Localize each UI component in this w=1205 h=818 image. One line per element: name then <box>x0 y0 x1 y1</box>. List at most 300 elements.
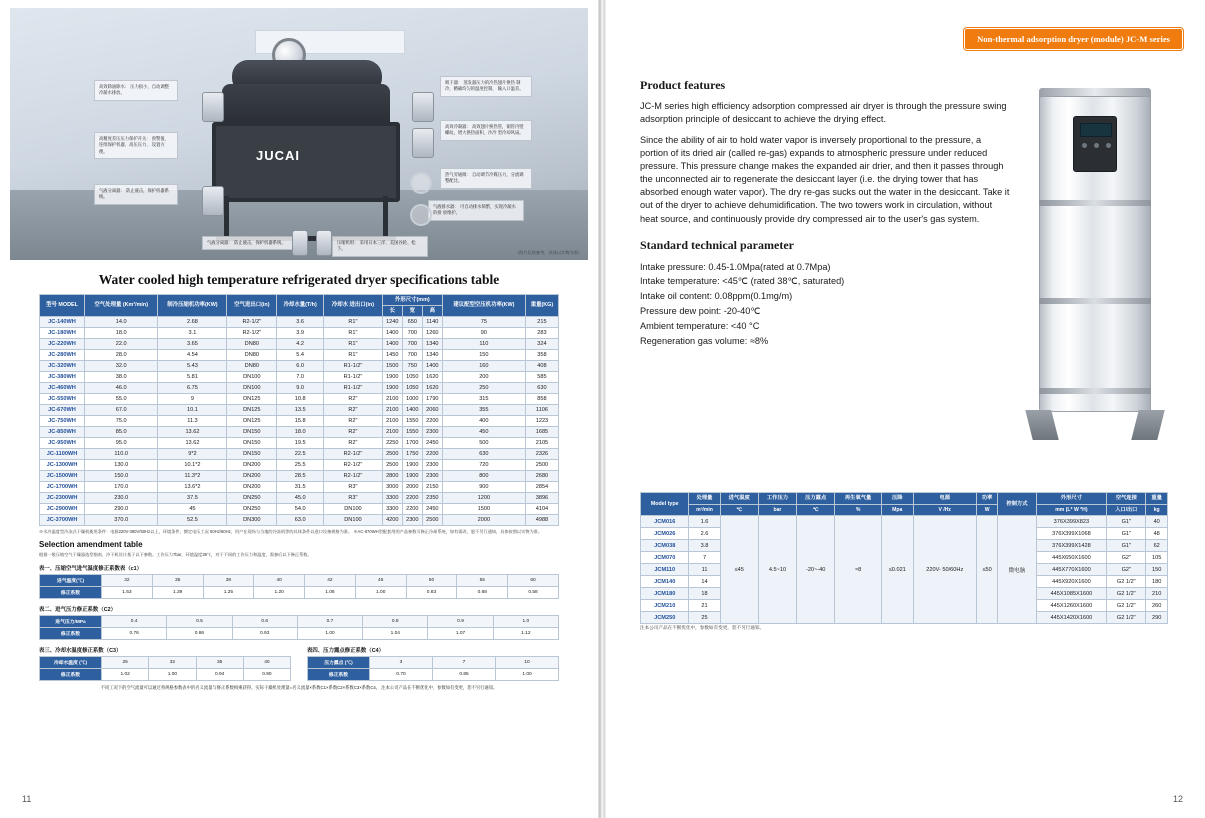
spec-cell: 290.0 <box>85 504 158 515</box>
spec-cell: 1000 <box>402 394 422 405</box>
spec-cell: DN200 <box>227 482 277 493</box>
hero-note: （图片仅供参考，具体以实物为准） <box>514 250 582 255</box>
product-foot-right <box>1131 410 1164 440</box>
dryer-machine-illustration <box>206 36 406 212</box>
t2-x-0: 0.4 <box>102 616 167 628</box>
spec-cell: 2300 <box>422 471 442 482</box>
spec-cell: 2200 <box>402 493 422 504</box>
t4-x-2: 10 <box>496 657 559 669</box>
t1-y-4: 1.06 <box>305 587 356 599</box>
spec-cell: R2" <box>324 427 383 438</box>
spec-cell: 46.0 <box>85 383 158 394</box>
jcm-th-10: 外形尺寸 <box>1036 493 1107 505</box>
table-row <box>40 628 559 640</box>
spec-model: JC-280WH <box>40 350 85 361</box>
table-row <box>40 575 559 587</box>
spec-cell: 4200 <box>382 515 402 526</box>
jcm-dimensions: 376X399X1428 <box>1036 540 1107 552</box>
spec-cell: 4.2 <box>277 339 324 350</box>
jcm-work-pressure: 4.5~10 <box>758 516 796 624</box>
t2-x-1: 0.5 <box>167 616 232 628</box>
jcm-th-0: Model type <box>641 493 689 516</box>
spec-cell: 4104 <box>525 504 558 515</box>
spec-cell: 2100 <box>382 416 402 427</box>
t4-row1-label: 压力露点 (℃) <box>308 657 370 669</box>
spec-cell: 450 <box>442 427 525 438</box>
table1-title: 表一、压缩空气进气温度修正系数表（c1） <box>39 566 143 573</box>
spec-cell: 19.5 <box>277 438 324 449</box>
t2-y-0: 0.76 <box>102 628 167 640</box>
jcm-capacity: 2.6 <box>689 528 720 540</box>
spec-cell: R2" <box>324 405 383 416</box>
jcm-th-sub-6: Mpa <box>881 505 913 516</box>
spec-cell: 2200 <box>402 504 422 515</box>
table-row <box>40 394 559 405</box>
hero-image <box>10 8 588 260</box>
jcm-control-mode: 微电脑 <box>998 516 1036 624</box>
fan-icon <box>410 172 432 194</box>
callout-7: 热气旁通阀： 自动调节冷媒压力，分流调整配比。 <box>440 168 532 189</box>
spec-cell: 5.43 <box>158 361 227 372</box>
t1-x-4: 42 <box>305 575 356 587</box>
spec-cell: DN80 <box>227 350 277 361</box>
t4-y-2: 1.00 <box>496 669 559 681</box>
table-row <box>40 361 559 372</box>
spec-cell: 11.3*2 <box>158 471 227 482</box>
jcm-dew-point: -20~-40 <box>797 516 835 624</box>
spec-cell: 858 <box>525 394 558 405</box>
spec-cell: 2000 <box>442 515 525 526</box>
spec-cell: 5.81 <box>158 372 227 383</box>
spec-cell: 700 <box>402 350 422 361</box>
control-panel <box>1073 116 1117 172</box>
spec-cell: 700 <box>402 328 422 339</box>
spec-cell: 1900 <box>382 383 402 394</box>
jcm-th-sub-10: mm (L* W *H) <box>1036 505 1107 516</box>
spec-cell: DN100 <box>227 372 277 383</box>
t2-row2-label: 修正系数 <box>40 628 102 640</box>
table-row <box>40 328 559 339</box>
spec-model: JC-670WH <box>40 405 85 416</box>
spec-cell: 22.0 <box>85 339 158 350</box>
product-band-1 <box>1039 200 1151 206</box>
spec-cell: DN200 <box>227 471 277 482</box>
table-row <box>40 657 291 669</box>
spec-cell: 14.0 <box>85 317 158 328</box>
spec-cell: DN80 <box>227 361 277 372</box>
t3-y-1: 1.00 <box>149 669 196 681</box>
jcm-model: JCM210 <box>641 600 689 612</box>
jcm-model: JCM038 <box>641 540 689 552</box>
t2-y-5: 1.07 <box>428 628 493 640</box>
table-row <box>40 669 291 681</box>
jcm-note: 注本公司产品在不断优化中，参数如有变更，恕不另行通知。 <box>640 625 765 630</box>
spec-cell: 1400 <box>382 328 402 339</box>
spec-cell: DN150 <box>227 427 277 438</box>
callout-2: 高精度差压压力保护开关： 预警值、连续保护机器、高压压力、 设置方便。 <box>94 132 178 159</box>
spec-cell: 6.75 <box>158 383 227 394</box>
spec-cell: 3000 <box>382 482 402 493</box>
spec-cell: 3.9 <box>277 328 324 339</box>
component-icon-5 <box>292 230 308 256</box>
jcm-weight: 150 <box>1146 564 1168 576</box>
t1-row2-label: 修正系数 <box>40 587 102 599</box>
selection-title: Selection amendment table <box>39 540 143 550</box>
spread-gutter <box>598 0 606 818</box>
table-header-row <box>641 493 1168 505</box>
jcm-air-connection: G1" <box>1107 516 1146 528</box>
spec-model: JC-220WH <box>40 339 85 350</box>
intake-pressure-coefficient-table <box>39 615 559 640</box>
t2-x-6: 1.0 <box>493 616 558 628</box>
t1-row1-label: 进气温度(℃) <box>40 575 102 587</box>
t2-y-4: 1.04 <box>363 628 428 640</box>
callout-1: 高效除油除水： 压力损小、自动调整冷凝水排放。 <box>94 80 178 101</box>
jcm-capacity: 7 <box>689 552 720 564</box>
jcm-th-sub-11: 入口/出口 <box>1107 505 1146 516</box>
spec-cell: 15.8 <box>277 416 324 427</box>
jcm-weight: 290 <box>1146 612 1168 624</box>
jcm-weight: 180 <box>1146 576 1168 588</box>
jcm-dimensions: 445X1420X1600 <box>1036 612 1107 624</box>
spec-model: JC-950WH <box>40 438 85 449</box>
t2-x-3: 0.7 <box>297 616 362 628</box>
spec-cell: 2680 <box>525 471 558 482</box>
spec-cell: 3300 <box>382 504 402 515</box>
spec-cell: 1140 <box>422 317 442 328</box>
spec-cell: 150.0 <box>85 471 158 482</box>
spec-cell: 160 <box>442 361 525 372</box>
product-photo <box>1025 88 1165 448</box>
spec-cell: 3.1 <box>158 328 227 339</box>
spec-cell: 110 <box>442 339 525 350</box>
spec-cell: 2060 <box>422 405 442 416</box>
spec-model: JC-550WH <box>40 394 85 405</box>
component-icon-6 <box>316 230 332 256</box>
spec-cell: 324 <box>525 339 558 350</box>
spec-cell: 1450 <box>382 350 402 361</box>
spec-cell: R1-1/2" <box>324 361 383 372</box>
spec-cell: 13.62 <box>158 438 227 449</box>
control-knob-icon <box>1082 143 1087 148</box>
jcm-th-3: 工作压力 <box>758 493 796 505</box>
spec-model: JC-2900WH <box>40 504 85 515</box>
spec-cell: 90 <box>442 328 525 339</box>
spec-cell: 1400 <box>402 405 422 416</box>
table-row <box>40 317 559 328</box>
spec-cell: 720 <box>442 460 525 471</box>
spec-cell: 170.0 <box>85 482 158 493</box>
intake-temp-coefficient-table <box>39 574 559 599</box>
control-led-icon <box>1106 143 1111 148</box>
t4-x-0: 3 <box>370 657 433 669</box>
jcm-air-connection: G2 1/2" <box>1107 588 1146 600</box>
table-row <box>40 372 559 383</box>
spec-cell: DN250 <box>227 493 277 504</box>
spec-cell: 2350 <box>422 493 442 504</box>
standard-parameter-heading: Standard technical parameter <box>640 237 794 252</box>
spec-cell: 1050 <box>402 383 422 394</box>
table2-title: 表二、进气压力修正系数（C2） <box>39 607 116 614</box>
spec-cell: DN200 <box>227 460 277 471</box>
t3-row2-label: 修正系数 <box>40 669 102 681</box>
spec-cell: 45 <box>158 504 227 515</box>
t3-y-0: 1.02 <box>102 669 149 681</box>
jcm-th-1: 处理量 <box>689 493 720 505</box>
spec-cell: 45.0 <box>277 493 324 504</box>
t3-x-3: 40 <box>243 657 290 669</box>
t4-y-0: 0.70 <box>370 669 433 681</box>
spec-cell: 1685 <box>525 427 558 438</box>
spec-cell: 3896 <box>525 493 558 504</box>
series-ribbon-badge: Non-thermal adsorption dryer (module) JC-M series <box>964 28 1183 50</box>
jcm-air-connection: G2" <box>1107 552 1146 564</box>
jcm-air-connection: G1" <box>1107 528 1146 540</box>
jcm-th-sub-5: % <box>835 505 882 516</box>
table-row <box>40 416 559 427</box>
spec-model: JC-3700WH <box>40 515 85 526</box>
t1-y-2: 1.25 <box>203 587 254 599</box>
spec-cell: 18.0 <box>277 427 324 438</box>
t3-y-2: 0.94 <box>196 669 243 681</box>
spec-cell: 1900 <box>382 372 402 383</box>
t1-y-6: 0.83 <box>406 587 457 599</box>
t4-x-1: 7 <box>433 657 496 669</box>
spec-model: JC-1100WH <box>40 449 85 460</box>
table-row <box>40 515 559 526</box>
spec-cell: DN125 <box>227 394 277 405</box>
spec-model: JC-140WH <box>40 317 85 328</box>
jcm-model: JCM070 <box>641 552 689 564</box>
jcm-capacity: 25 <box>689 612 720 624</box>
spec-model: JC-460WH <box>40 383 85 394</box>
table-row <box>40 339 559 350</box>
jcm-dimensions: 376X399X1068 <box>1036 528 1107 540</box>
spec-cell: 13.62 <box>158 427 227 438</box>
product-band-3 <box>1039 388 1151 394</box>
spec-cell: 215 <box>525 317 558 328</box>
callout-4: 气液分离器： 防止液击，保护机器系统。 <box>202 236 302 250</box>
t2-row1-label: 进气压力/MPa <box>40 616 102 628</box>
callout-6: 高效冷凝器： 高效翅片换热管，铜管内壁 螺纹，增大换热面积，沙冷 型冷却风扇。 <box>440 120 532 141</box>
spec-cell: 9*2 <box>158 449 227 460</box>
spec-cell: 55.0 <box>85 394 158 405</box>
feature-paragraph-2: Since the ability of air to hold water vapor is inversely proportional to the pressure, a portion of its dried air (called re-gas) expands to atmospheric pressure under reduced pressure. This pressure change makes the expanded air drier, and then it passes through the unconnected air to regenerate the desiccant layer (i.e. the drying tower that has absorbed enough water vapor). The dry re-gas sucks out the water in the desiccant. Take it out of the dryer to achieve dehumidification. The two towers work in circulation, without heat source, and continuously provide dry compressed air to the user's gas system. <box>640 135 1010 224</box>
spec-cell: 1050 <box>402 372 422 383</box>
control-display-icon <box>1080 123 1112 137</box>
spec-cell: 2326 <box>525 449 558 460</box>
spec-cell: R1-1/2" <box>324 383 383 394</box>
th-compressor: 建议配型空压机功率(KW) <box>442 295 525 317</box>
t1-x-2: 38 <box>203 575 254 587</box>
table4-title: 表四、压力露点修正系数（C4） <box>307 648 384 655</box>
t3-x-2: 35 <box>196 657 243 669</box>
jcm-dimensions: 376X399X823 <box>1036 516 1107 528</box>
callout-9: 压缩机组： 采用日本三洋、美国谷轮、松下。 <box>332 236 428 257</box>
spec-cell: 1240 <box>382 317 402 328</box>
spec-cell: R3" <box>324 482 383 493</box>
spec-cell: 650 <box>402 317 422 328</box>
spec-cell: DN80 <box>227 339 277 350</box>
spec-cell: 1400 <box>382 339 402 350</box>
component-icon-2 <box>202 186 224 216</box>
th-dim-width: 宽 <box>402 306 422 317</box>
jcm-dimensions: 445X770X1600 <box>1036 564 1107 576</box>
spec-cell: 95.0 <box>85 438 158 449</box>
table-row <box>40 405 559 416</box>
t2-x-5: 0.9 <box>428 616 493 628</box>
spec-cell: R1" <box>324 350 383 361</box>
spec-cell: 585 <box>525 372 558 383</box>
th-weight: 重量(KG) <box>525 295 558 317</box>
table-row <box>40 383 559 394</box>
table3-title: 表三、冷却水温度修正系数（C3） <box>39 648 122 655</box>
t2-y-6: 1.12 <box>493 628 558 640</box>
jcm-model: JCM016 <box>641 516 689 528</box>
table-row <box>40 482 559 493</box>
spec-cell: 1340 <box>422 350 442 361</box>
param-item-6: Regeneration gas volume: ≈8% <box>640 336 769 347</box>
spec-cell: 2500 <box>382 460 402 471</box>
jcm-th-sub-2: ℃ <box>720 505 758 516</box>
spec-cell: 1223 <box>525 416 558 427</box>
jcm-pressure-drop: ≤0.021 <box>881 516 913 624</box>
spec-cell: 6.0 <box>277 361 324 372</box>
spec-cell: 2250 <box>382 438 402 449</box>
spec-cell: 2300 <box>422 460 442 471</box>
param-item-1: Intake pressure: 0.45-1.0Mpa(rated at 0.7Mpa) <box>640 261 831 272</box>
spec-cell: 10.1*2 <box>158 460 227 471</box>
spec-cell: 1620 <box>422 372 442 383</box>
spec-cell: 1900 <box>402 460 422 471</box>
spec-model: JC-1300WH <box>40 460 85 471</box>
th-capacity: 空气处理量 (Km³/min) <box>85 295 158 317</box>
spec-cell: 1340 <box>422 339 442 350</box>
spec-cell: 4.54 <box>158 350 227 361</box>
jcm-th-sub-12: kg <box>1146 505 1168 516</box>
jcm-weight: 210 <box>1146 588 1168 600</box>
spec-cell: 3.6 <box>277 317 324 328</box>
spec-cell: 37.5 <box>158 493 227 504</box>
table-row <box>308 669 559 681</box>
jcm-weight: 105 <box>1146 552 1168 564</box>
spec-cell: 1400 <box>422 361 442 372</box>
spec-cell: 408 <box>525 361 558 372</box>
spec-cell: R2-1/2" <box>227 317 277 328</box>
spec-cell: 800 <box>442 471 525 482</box>
spec-cell: 1550 <box>402 416 422 427</box>
jcm-model: JCM180 <box>641 588 689 600</box>
spec-cell: 22.5 <box>277 449 324 460</box>
spec-cell: 283 <box>525 328 558 339</box>
spec-cell: 85.0 <box>85 427 158 438</box>
drain-icon <box>410 204 432 226</box>
jcm-weight: 62 <box>1146 540 1168 552</box>
spec-cell: 1750 <box>402 449 422 460</box>
spec-cell: 9.0 <box>277 383 324 394</box>
t1-y-3: 1.20 <box>254 587 305 599</box>
spec-cell: 1500 <box>442 504 525 515</box>
spec-cell: R2-1/2" <box>227 328 277 339</box>
spec-cell: 2100 <box>382 394 402 405</box>
jcm-th-2: 进气温度 <box>720 493 758 505</box>
t3-y-3: 0.90 <box>243 669 290 681</box>
spec-cell: 38.0 <box>85 372 158 383</box>
spec-cell: DN300 <box>227 515 277 526</box>
param-item-5: Ambient temperature: <40 °C <box>640 321 760 332</box>
spec-cell: R2" <box>324 416 383 427</box>
spec-cell: 1500 <box>382 361 402 372</box>
spec-cell: 2450 <box>422 504 442 515</box>
spec-cell: R2-1/2" <box>324 460 383 471</box>
th-model: 型号 MODEL <box>40 295 85 317</box>
spec-cell: 130.0 <box>85 460 158 471</box>
spec-cell: 2150 <box>422 482 442 493</box>
spec-cell: 315 <box>442 394 525 405</box>
th-air-io: 空气进出口(in) <box>227 295 277 317</box>
spec-cell: DN150 <box>227 438 277 449</box>
spec-cell: 750 <box>402 361 422 372</box>
spec-cell: DN100 <box>324 515 383 526</box>
spec-cell: 1550 <box>402 427 422 438</box>
t1-x-1: 35 <box>152 575 203 587</box>
spec-cell: 400 <box>442 416 525 427</box>
spec-cell: 1260 <box>422 328 442 339</box>
machine-brand-label: JUCAI <box>256 148 301 163</box>
spec-cell: 2300 <box>402 515 422 526</box>
spec-cell: R2-1/2" <box>324 471 383 482</box>
spec-cell: 2100 <box>382 405 402 416</box>
spec-cell: 13.6*2 <box>158 482 227 493</box>
spec-cell: 250 <box>442 383 525 394</box>
spec-cell: 630 <box>442 449 525 460</box>
table-row <box>40 471 559 482</box>
spec-cell: 9 <box>158 394 227 405</box>
t4-row2-label: 修正系数 <box>308 669 370 681</box>
jcm-th-12: 重量 <box>1146 493 1168 505</box>
spec-cell: 230.0 <box>85 493 158 504</box>
t1-y-7: 0.68 <box>457 587 508 599</box>
jcm-th-8: 功率 <box>976 493 998 505</box>
t3-x-1: 32 <box>149 657 196 669</box>
table-row <box>40 449 559 460</box>
jcm-th-11: 空气连接 <box>1107 493 1146 505</box>
machine-frame <box>212 122 400 202</box>
spec-cell: 4988 <box>525 515 558 526</box>
t1-y-0: 1.53 <box>102 587 153 599</box>
spec-cell: 2500 <box>422 515 442 526</box>
spec-cell: 2000 <box>402 482 422 493</box>
param-item-3: Intake oil content: 0.08ppm(0.1mg/m) <box>640 291 793 302</box>
product-band-2 <box>1039 298 1151 304</box>
table-row <box>641 516 1168 528</box>
spec-cell: DN250 <box>227 504 277 515</box>
control-button-icon <box>1094 143 1099 148</box>
t4-y-1: 0.85 <box>433 669 496 681</box>
spec-cell: 5.4 <box>277 350 324 361</box>
jcm-model: JCM140 <box>641 576 689 588</box>
spec-cell: 2200 <box>422 416 442 427</box>
table-row <box>40 460 559 471</box>
jcm-air-connection: G2 1/2" <box>1107 576 1146 588</box>
jcm-th-5: 再生氧气量 <box>835 493 882 505</box>
spec-cell: 28.5 <box>277 471 324 482</box>
jcm-capacity: 21 <box>689 600 720 612</box>
t1-y-5: 1.00 <box>355 587 406 599</box>
spec-cell: 63.0 <box>277 515 324 526</box>
jcm-regen-volume: ≈8 <box>835 516 882 624</box>
spec-cell: R2" <box>324 394 383 405</box>
